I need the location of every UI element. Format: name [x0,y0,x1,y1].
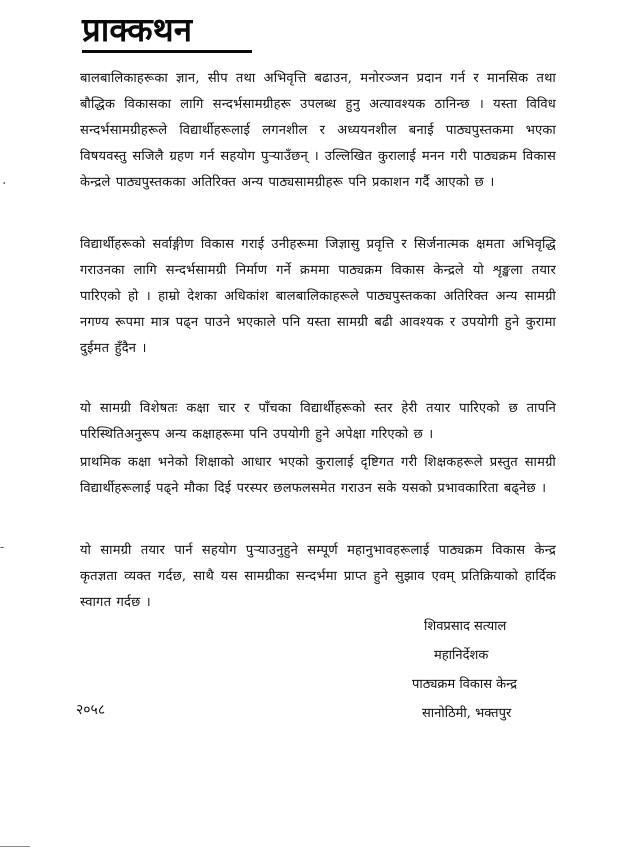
scan-edge-line [0,846,30,847]
scan-margin-mark: - [0,540,6,554]
signatory-title: महानिर्देशक [434,648,489,663]
signature-block [400,612,580,728]
scan-margin-mark: · [2,176,7,192]
paragraph-2: विद्यार्थीहरूको सर्वाङ्गीण विकास गराई उनीहरूमा जिज्ञासु प्रवृत्ति र सिर्जनात्मक क्षमता अभिवृद्धि गराउनका लागि सन्दर्भसामग्री निर्माण गर्ने क्रममा पाठ्यक्रम विकास केन्द्रले यो शृङ्खला तयार पारिएको हो । हाम्रो देशका अधिकांश बालबालिकाहरूले पाठ्यपुस्तकका अतिरिक्त अन्य सामग्री नगण्य रूपमा मात्र पढ्न पाउने भएकाले पनि यस्ता सामग्री बढी आवश्यक र उपयोगी हुने कुरामा दुईमत हुँदैन । [80,237,556,356]
paragraph-5: यो सामग्री तयार पार्न सहयोग पुऱ्याउनुहुने सम्पूर्ण महानुभावहरूलाई पाठ्यक्रम विकास केन्द्र कृतज्ञता व्यक्त गर्दछ, साथै यस सामग्रीका सन्दर्भमा प्राप्त हुने सुझाव एवम् प्रतिक्रियाको हार्दिक स्वागत गर्दछ । [80,543,556,610]
page-title: प्राक्कथन [82,10,193,49]
paragraph-3: यो सामग्री विशेषतः कक्षा चार र पाँचका विद्यार्थीहरूको स्तर हेरी तयार पारिएको छ तापनि परिस्थितिअनुरूप अन्य कक्षाहरूमा पनि उपयोगी हुने अपेक्षा गरिएको छ । [80,401,556,442]
signatory-organization: पाठ्यक्रम विकास केन्द्र [412,677,518,692]
paragraph-4: प्राथमिक कक्षा भनेको शिक्षाको आधार भएको कुरालाई दृष्टिगत गरी शिक्षकहरूले प्रस्तुत सामग्री विद्यार्थीहरूलाई पढ्ने मौका दिई परस्पर छलफलसमेत गराउन सके यसको प्रभावकारिता बढ्नेछ । [80,455,556,496]
paragraph-1: बालबालिकाहरूका ज्ञान, सीप तथा अभिवृत्ति बढाउन, मनोरञ्जन प्रदान गर्न र मानसिक तथा बौद्धिक विकासका लागि सन्दर्भसामग्रीहरू उपलब्ध हुनु अत्यावश्यक ठानिन्छ । यस्ता विविध सन्दर्भसामग्रीहरूले विद्यार्थीहरूलाई लगनशील र अध्ययनशील बनाई पाठ्यपुस्तकमा भएका विषयवस्तु सजिलै ग्रहण गर्न सहयोग पुऱ्याउँछन् । उल्लिखित कुरालाई मनन गरी पाठ्यक्रम विकास केन्द्रले पाठ्यपुस्तकका अतिरिक्त अन्य पाठ्यसामग्रीहरू पनि प्रकाशन गर्दै आएको छ । [80,71,556,190]
signatory-name: शिवप्रसाद सत्याल [424,619,507,634]
title-underline [82,50,252,53]
signatory-place: सानोठिमी, भक्तपुर [422,706,512,721]
publication-year: २०५८ [76,702,106,718]
